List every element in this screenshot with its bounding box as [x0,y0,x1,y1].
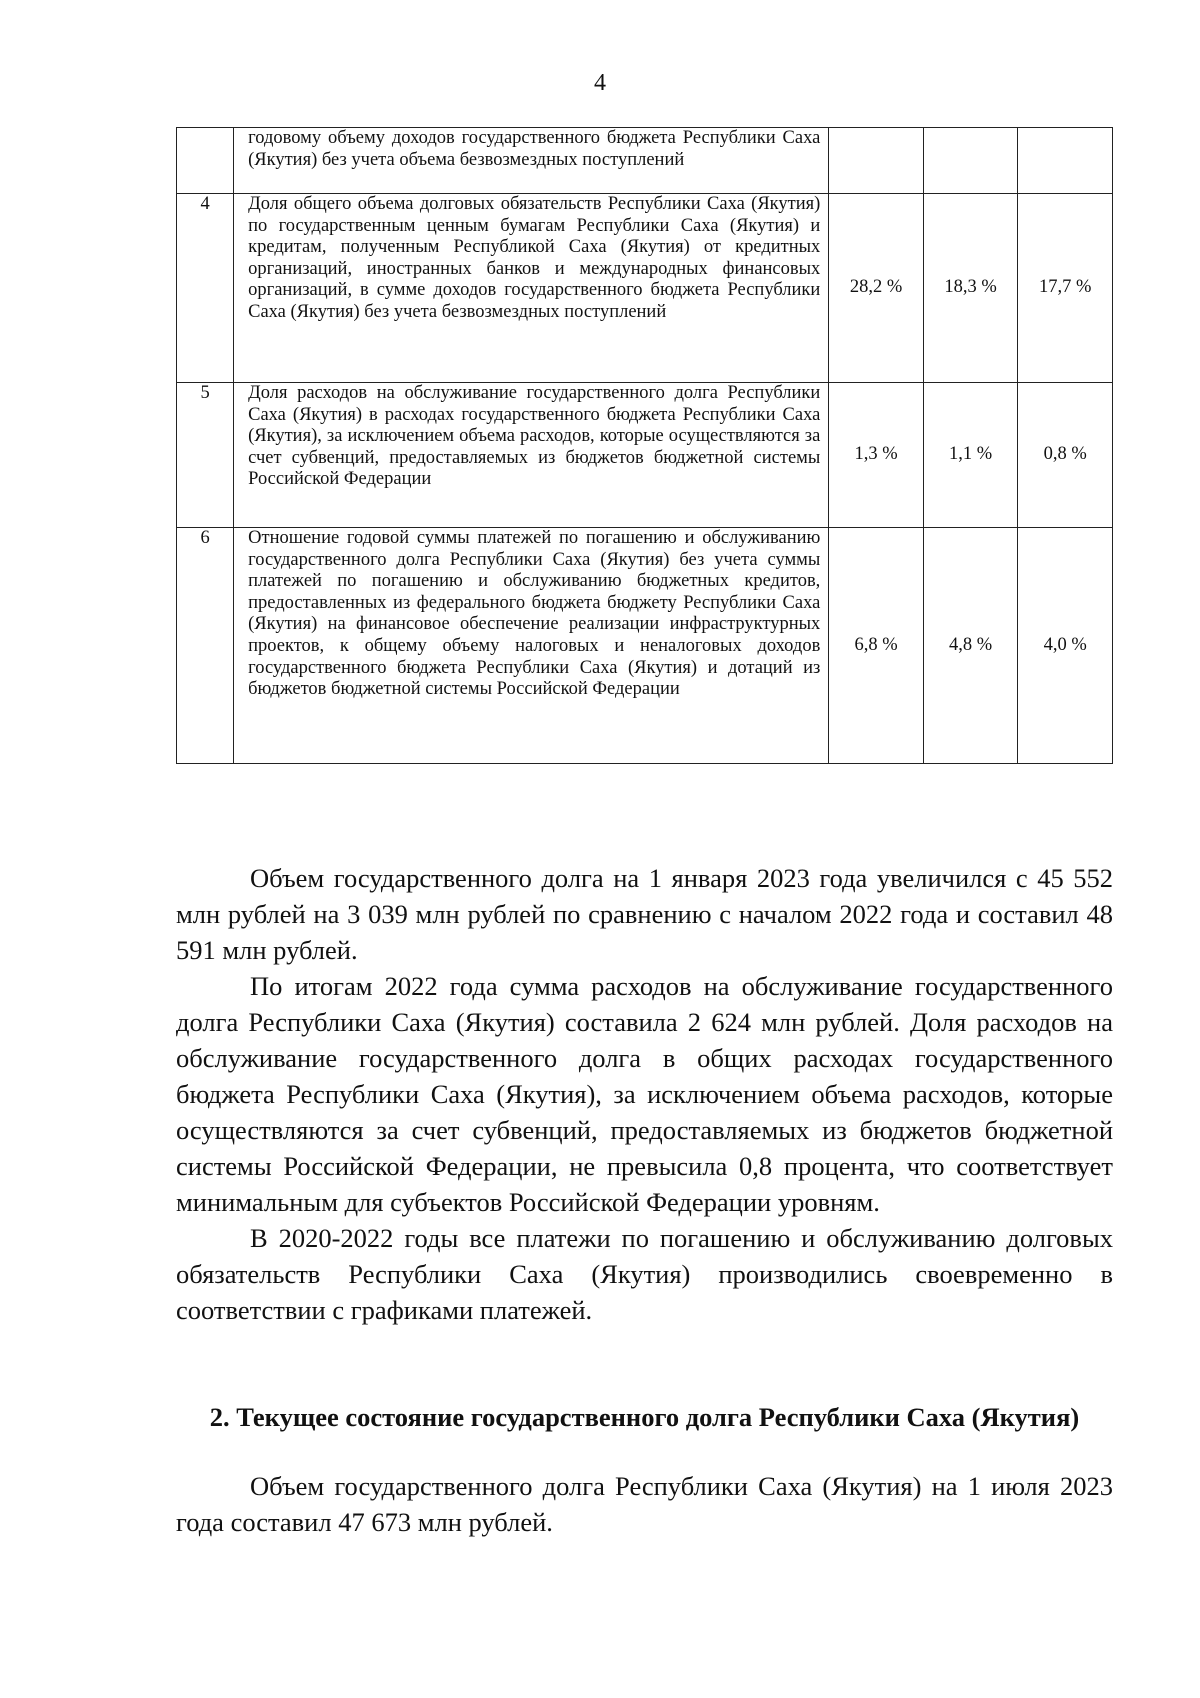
row-description: Отношение годовой суммы платежей по погашению и обслуживанию государственного долга Республики Саха (Якутия) без учета суммы платежей по погашению и обслуживанию бюджетных кредитов, предоставленных из федерального бюджета бюджету Республики Саха (Якутия) на финансовое обеспечение реализации инфраструктурных проектов, к общему объему налоговых и неналоговых доходов государственного бюджета Республики Саха (Якутия) и дотаций из бюджетов бюджетной системы Российской Федерации [234,528,829,764]
table-row [177,128,1113,194]
row-number [177,128,234,194]
value-cell: 0,8 % [1018,383,1113,528]
row-number: 6 [177,528,234,764]
table-row [177,194,1113,383]
row-description: Доля расходов на обслуживание государственного долга Республики Саха (Якутия) в расходах государственного бюджета Республики Саха (Якутия), за исключением объема расходов, которые осуществляются за счет субвенций, предоставляемых из бюджетов бюджетной системы Российской Федерации [234,383,829,528]
row-description: Доля общего объема долговых обязательств Республики Саха (Якутия) по государственным ценным бумагам Республики Саха (Якутия) и кредитам, полученным Республикой Саха (Якутия) от кредитных организаций, иностранных банков и международных финансовых организаций, в сумме доходов государственного бюджета Республики Саха (Якутия) без учета безвозмездных поступлений [234,194,829,383]
value-cell [829,128,924,194]
value-cell: 6,8 % [829,528,924,764]
paragraph: По итогам 2022 года сумма расходов на обслуживание государственного долга Республики Саха (Якутия) составила 2 624 млн рублей. Доля расходов на обслуживание государственного долга в общих расходах государственного бюджета Республики Саха (Якутия), за исключением объема расходов, которые осуществляются за счет субвенций, предоставляемых из бюджетов бюджетной системы Российской Федерации, не превысила 0,8 процента, что соответствует минимальным для субъектов Российской Федерации уровням. [176,971,1113,1217]
section-heading: 2. Текущее состояние государственного долга Республики Саха (Якутия) [209,1402,1080,1432]
paragraph: В 2020-2022 годы все платежи по погашению и обслуживанию долговых обязательств Республики Саха (Якутия) производились своевременно в соответствии с графиками платежей. [176,1223,1113,1325]
table-row [177,383,1113,528]
row-number: 5 [177,383,234,528]
value-cell: 4,8 % [923,528,1018,764]
value-cell: 18,3 % [923,194,1018,383]
section-body [176,1468,1113,1540]
row-description: годовому объему доходов государственного бюджета Республики Саха (Якутия) без учета объема безвозмездных поступлений [234,128,829,194]
value-cell: 1,1 % [923,383,1018,528]
paragraph: Объем государственного долга Республики Саха (Якутия) на 1 июля 2023 года составил 47 673 млн рублей. [176,1471,1113,1537]
value-cell [1018,128,1113,194]
value-cell: 1,3 % [829,383,924,528]
value-cell: 4,0 % [1018,528,1113,764]
value-cell [923,128,1018,194]
paragraph: Объем государственного долга на 1 января 2023 года увеличился с 45 552 млн рублей на 3 039 млн рублей по сравнению с началом 2022 года и составил 48 591 млн рублей. [176,863,1113,965]
value-cell: 28,2 % [829,194,924,383]
value-cell: 17,7 % [1018,194,1113,383]
body-text [176,860,1113,1328]
row-number: 4 [177,194,234,383]
table-row [177,528,1113,764]
indicators-table [176,127,1113,764]
page-number: 4 [594,70,606,96]
